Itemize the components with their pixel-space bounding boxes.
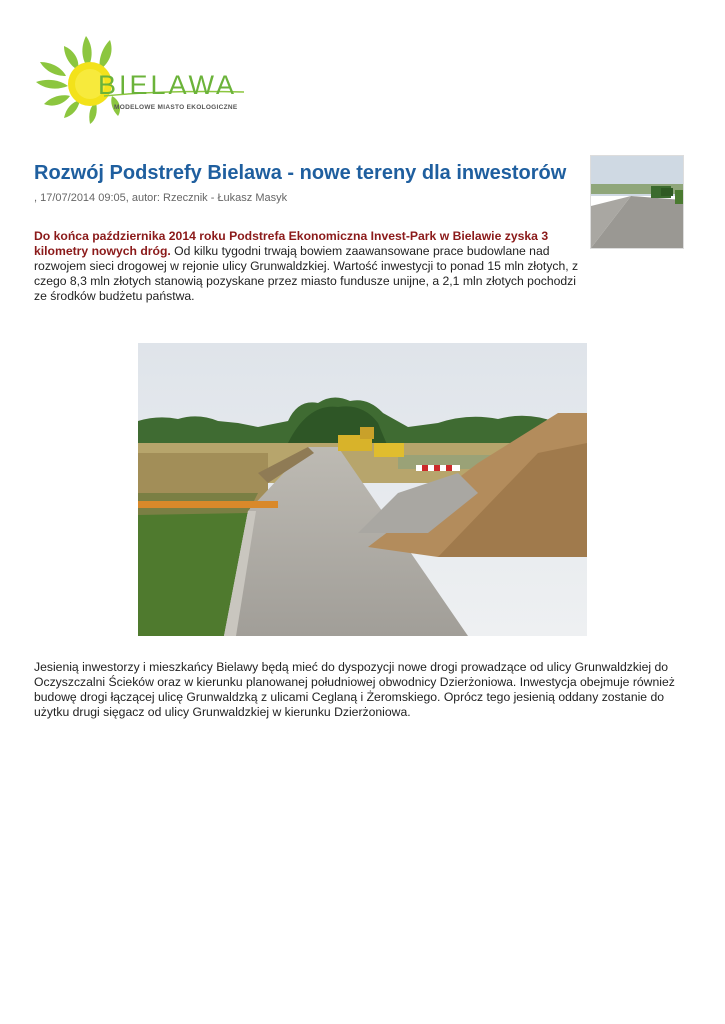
thumbnail-image: [591, 156, 683, 248]
article-title[interactable]: Rozwój Podstrefy Bielawa - nowe tereny dla inwestorów: [34, 162, 567, 184]
article-thumbnail[interactable]: [590, 155, 684, 249]
construction-site-image: [138, 343, 587, 636]
article-lead: [34, 229, 584, 304]
logo-brand-text: BIELAWA: [98, 70, 238, 100]
article-meta: , 17/07/2014 09:05, autor: Rzecznik - Łukasz Masyk: [34, 192, 288, 204]
lead-bold-text: Do końca października 2014 roku Podstrefa Ekonomiczna Invest-Park w Bielawie zyska 3 kilometry nowych dróg.: [34, 229, 549, 258]
site-logo[interactable]: [34, 34, 250, 126]
article-body: Jesienią inwestorzy i mieszkańcy Bielawy będą mieć do dyspozycji nowe drogi prowadzące od ulicy Grunwaldzkiej do Oczyszczalni Ścieków oraz w kierunku planowanej południowej obwodnicy Dzierżoniowa. Inwestycja obejmuje również budowę drogi łączącej ulicę Grunwaldzką z ulicami Ceglaną i Żeromskiego. Oprócz tego jesienią oddany zostanie do użytku drugi sięgacz od ulicy Grunwaldzkiej w kierunku Dzierżoniowa.: [34, 660, 675, 719]
logo-tagline: MODELOWE MIASTO EKOLOGICZNE: [114, 104, 238, 111]
article-photo[interactable]: [138, 343, 587, 636]
lead-text: Od kilku tygodni trwają bowiem zaawansowane prace budowlane nad rozwojem sieci drogowej w rejonie ulicy Grunwaldzkiej. Wartość inwestycji to ponad 15 mln złotych, z czego 8,3 mln złotych stanowią pozyskane przez miasto fundusze unijne, a 2,1 mln złotych pochodzi ze środków budżetu państwa.: [34, 244, 579, 303]
